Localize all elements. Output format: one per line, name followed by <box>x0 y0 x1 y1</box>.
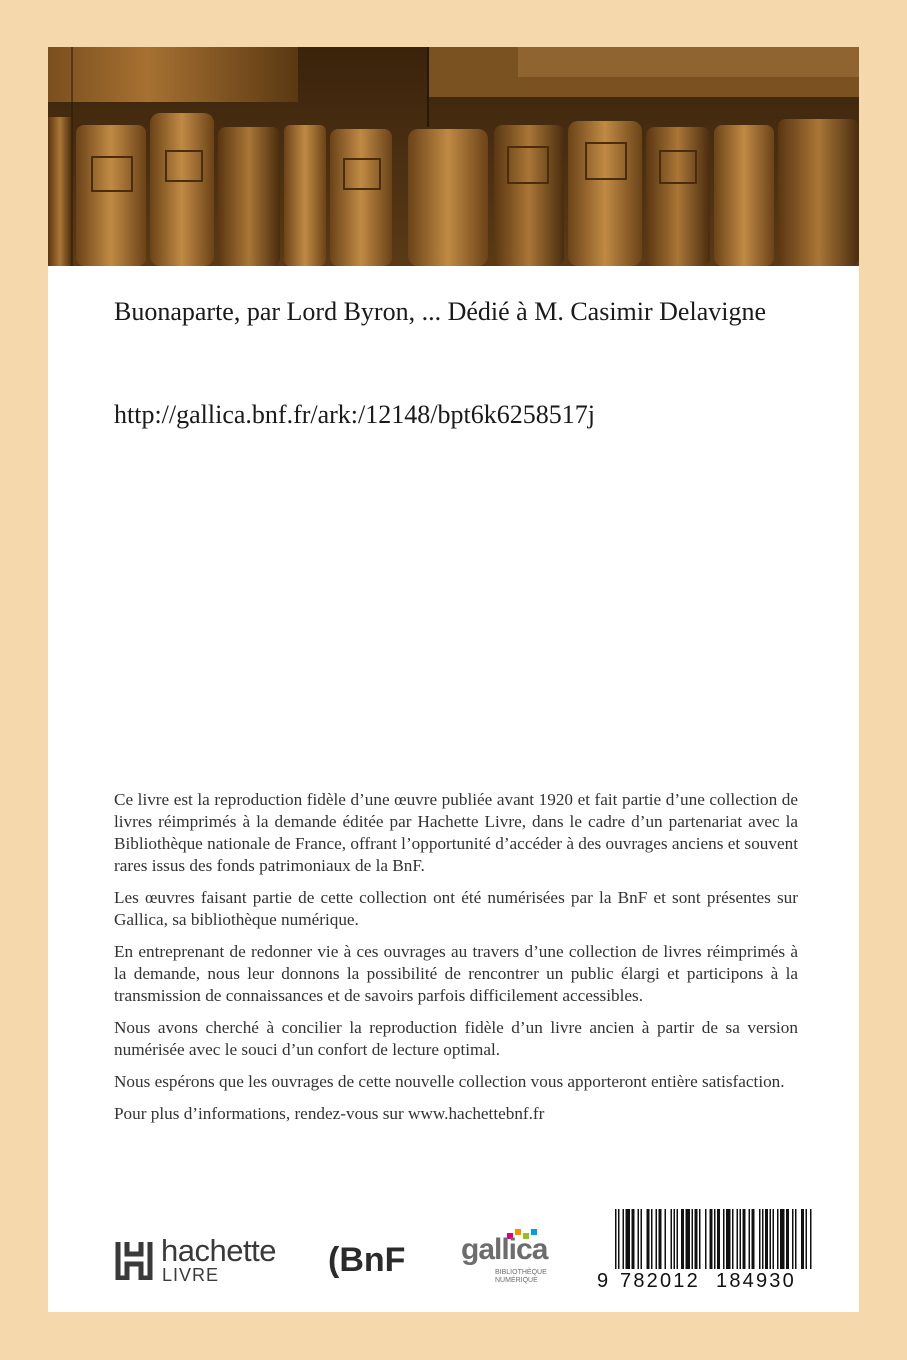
barcode-bar <box>647 1209 650 1269</box>
barcode-bar <box>705 1209 707 1269</box>
barcode-bar <box>714 1209 716 1269</box>
back-cover-page <box>48 47 859 1312</box>
barcode-bar <box>671 1209 673 1269</box>
barcode-bar <box>632 1209 635 1269</box>
barcode-bar <box>749 1209 751 1269</box>
barcode-bar <box>674 1209 676 1269</box>
barcode-bar <box>681 1209 684 1269</box>
barcode-bar <box>656 1209 658 1269</box>
gallica-logo <box>461 1223 561 1293</box>
paragraph: Ce livre est la reproduction fidèle d’une œuvre publiée avant 1920 et fait partie d’une collection de livres réimprimés à la demande éditée par Hachette Livre, dans le cadre d’un partenariat avec la Bibliothèque nationale de France, offrant l’opportunité d’accéder à des ouvrages anciens et souvent rares issus des fonds patrimoniaux de la BnF. <box>114 790 798 875</box>
isbn-group-2: 184930 <box>716 1270 796 1292</box>
barcode-bar <box>659 1209 662 1269</box>
barcode-bar <box>626 1209 631 1269</box>
barcode-bar <box>665 1209 667 1269</box>
paragraph: Nous avons cherché à concilier la reproduction fidèle d’un livre ancien à partir de sa version numérisée avec le souci d’un confort de lecture optimal. <box>114 1018 798 1059</box>
hachette-wordmark: hachette <box>161 1233 276 1268</box>
barcode-bar <box>699 1209 701 1269</box>
barcode-bar <box>710 1209 713 1269</box>
barcode-bar <box>777 1209 779 1269</box>
barcode-bar <box>795 1209 797 1269</box>
barcode-bar <box>786 1209 789 1269</box>
barcode-bar <box>759 1209 761 1269</box>
paragraph: Pour plus d’informations, rendez-vous sur www.hachettebnf.fr <box>114 1104 545 1123</box>
isbn-lead-digit: 9 <box>597 1270 611 1292</box>
bnf-logo <box>328 1241 405 1280</box>
barcode-bar <box>623 1209 625 1269</box>
book-title: Buonaparte, par Lord Byron, ... Dédié à M. Casimir Delavigne <box>114 297 766 326</box>
barcode-bar <box>726 1209 731 1269</box>
paragraph: Nous espérons que les ouvrages de cette nouvelle collection vous apporteront entière satisfaction. <box>114 1072 785 1091</box>
barcode-bar <box>792 1209 794 1269</box>
barcode-bars <box>597 1207 817 1271</box>
hachette-h-icon <box>115 1240 153 1280</box>
barcode-bar <box>773 1209 775 1269</box>
barcode-bar <box>618 1209 620 1269</box>
bnf-wordmark: BnF <box>339 1241 406 1279</box>
barcode-bar <box>638 1209 640 1269</box>
barcode-bar <box>737 1209 739 1269</box>
barcode-bar <box>695 1209 698 1269</box>
paragraph: Les œuvres faisant partie de cette collection ont été numérisées par la BnF et sont présentes sur Gallica, sa bibliothèque numérique. <box>114 888 798 929</box>
barcode-bar <box>770 1209 772 1269</box>
isbn-barcode <box>597 1207 817 1302</box>
barcode-bar <box>806 1209 808 1269</box>
barcode-bar <box>762 1209 764 1269</box>
hachette-livre-logo <box>115 1233 295 1287</box>
logo-strip <box>48 1207 859 1297</box>
bnf-bracket-icon: ( <box>328 1241 340 1279</box>
gallica-subtitle: BIBLIOTHÈQUE NUMÉRIQUE <box>495 1269 547 1284</box>
barcode-bar <box>692 1209 694 1269</box>
barcode-bar <box>677 1209 679 1269</box>
barcode-bar <box>810 1209 812 1269</box>
gallica-wordmark: gallica <box>461 1233 548 1266</box>
bookshelf-photo <box>48 47 859 266</box>
barcode-bar <box>651 1209 653 1269</box>
barcode-bar <box>615 1209 617 1269</box>
description-text <box>114 789 798 1135</box>
barcode-bar <box>780 1209 785 1269</box>
isbn-group-1: 782012 <box>620 1270 700 1292</box>
barcode-bar <box>801 1209 804 1269</box>
barcode-bar <box>641 1209 643 1269</box>
barcode-bar <box>686 1209 691 1269</box>
barcode-bar <box>765 1209 768 1269</box>
barcode-bar <box>723 1209 725 1269</box>
barcode-bar <box>752 1209 755 1269</box>
barcode-bar <box>743 1209 746 1269</box>
barcode-bar <box>732 1209 734 1269</box>
hachette-subtitle: LIVRE <box>162 1265 220 1285</box>
gallica-url: http://gallica.bnf.fr/ark:/12148/bpt6k6258517j <box>114 400 595 429</box>
barcode-bar <box>717 1209 720 1269</box>
barcode-bar <box>740 1209 742 1269</box>
paragraph: En entreprenant de redonner vie à ces ouvrages au travers d’une collection de livres réimprimés à la demande, nous leur donnons la possibilité de rencontrer un public élargi et participons à la transmission de connaissances et de savoirs parfois difficilement accessibles. <box>114 942 798 1005</box>
